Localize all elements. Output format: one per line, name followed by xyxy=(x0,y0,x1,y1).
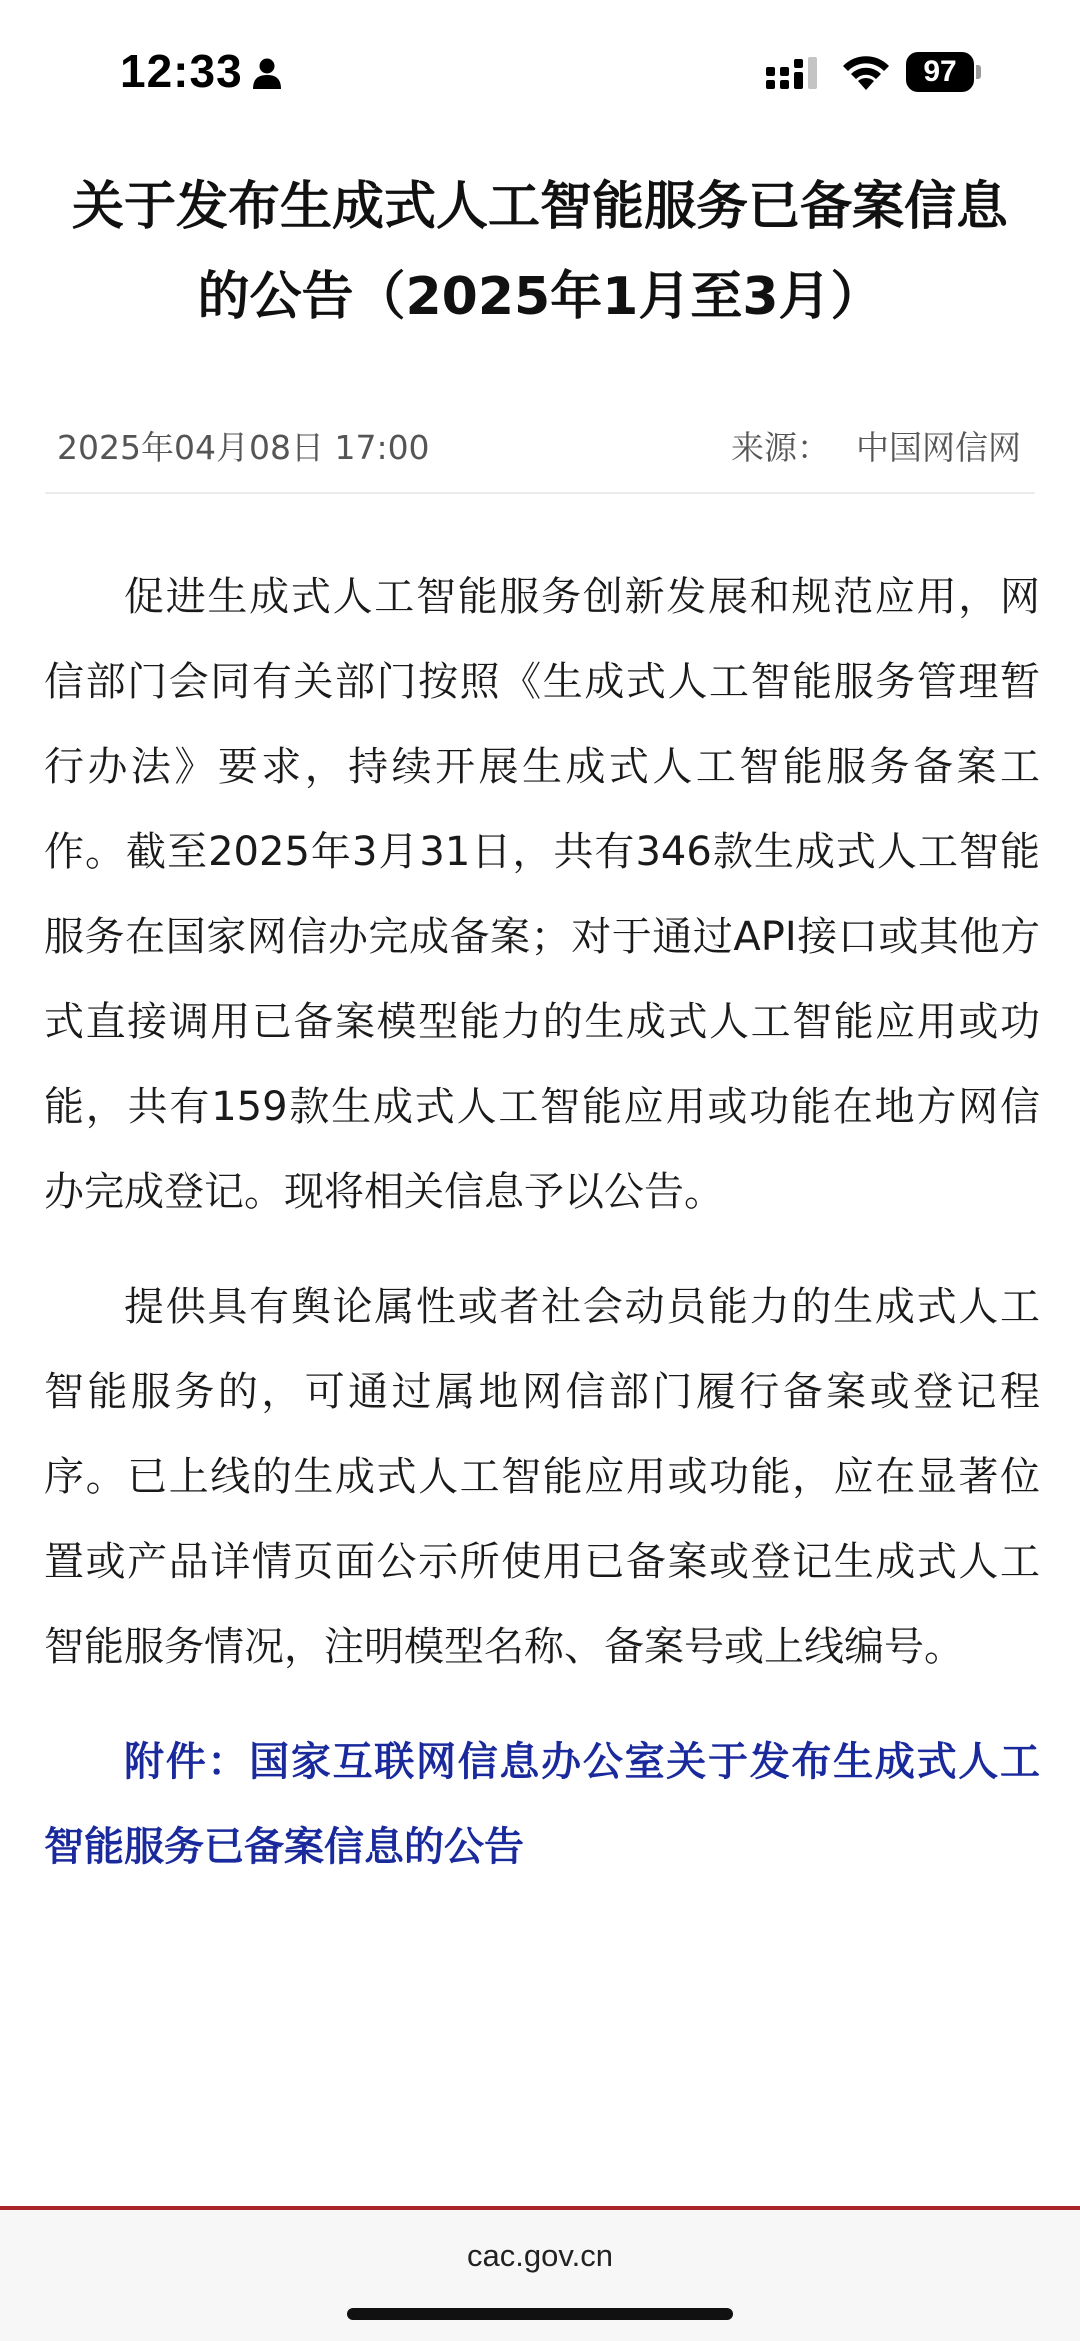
article-title: 关于发布生成式人工智能服务已备案信息的公告（2025年1月至3月） xyxy=(71,177,1008,327)
attachment-link[interactable]: 附件：国家互联网信息办公室关于发布生成式人工智能服务已备案信息的公告 xyxy=(44,1739,1040,1870)
browser-bottom-bar xyxy=(0,2210,1080,2341)
source xyxy=(731,422,1021,469)
paragraph: 提供具有舆论属性或者社会动员能力的生成式人工智能服务的，可通过属地网信部门履行备案或登记程序。已上线的生成式人工智能应用或功能，应在显著位置或产品详情页面公示所使用已备案或登记生成式人工智能服务情况，注明模型名称、备案号或上线编号。 xyxy=(44,1284,1040,1670)
article-body xyxy=(44,555,1040,1890)
attachment-paragraph xyxy=(44,1720,1040,1890)
home-indicator[interactable] xyxy=(347,2308,733,2320)
status-bar xyxy=(0,0,1080,140)
person-icon xyxy=(250,56,284,90)
publish-date: 2025年04月08日 17:00 xyxy=(57,428,430,467)
article-meta xyxy=(45,410,1035,494)
battery-cap xyxy=(976,65,981,79)
source-name: 中国网信网 xyxy=(856,428,1021,467)
paragraph: 促进生成式人工智能服务创新发展和规范应用，网信部门会同有关部门按照《生成式人工智能服务管理暂行办法》要求，持续开展生成式人工智能服务备案工作。截至2025年3月31日，共有346款生成式人工智能服务在国家网信办完成备案；对于通过API接口或其他方式直接调用已备案模型能力的生成式人工智能应用或功能，共有159款生成式人工智能应用或功能在地方网信办完成登记。现将相关信息予以公告。 xyxy=(44,574,1040,1215)
battery-icon xyxy=(906,52,980,92)
url-bar[interactable]: cac.gov.cn xyxy=(467,2238,613,2273)
wifi-icon xyxy=(840,50,892,92)
source-label: 来源： xyxy=(731,428,830,467)
battery-level: 97 xyxy=(906,52,974,92)
signal-icon xyxy=(764,55,822,95)
status-time: 12:33 xyxy=(120,45,243,97)
